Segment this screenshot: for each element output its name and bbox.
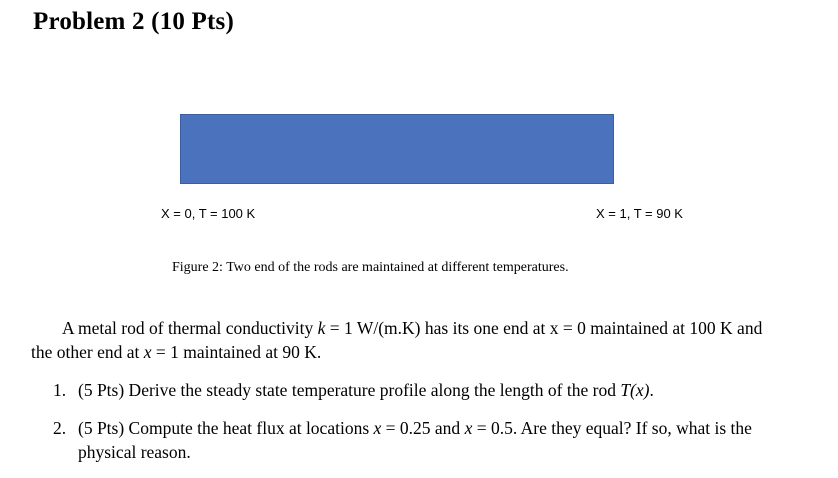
position-symbol: x xyxy=(373,418,382,438)
statement-text-2: = 1 W/(m.K) has its one end at x = 0 maintained at 100 K and the other end at xyxy=(31,318,763,362)
question-number: 2. xyxy=(53,418,67,438)
statement-text-1: A metal rod of thermal conductivity xyxy=(62,318,318,338)
question-item-1 xyxy=(53,378,781,402)
question-text-middle: = 0.25 and xyxy=(381,418,465,438)
statement-text-3: = 1 maintained at 90 K. xyxy=(151,342,322,362)
problem-heading: Problem 2 (10 Pts) xyxy=(33,8,235,35)
figure-caption: Figure 2: Two end of the rods are maintained at different temperatures. xyxy=(172,260,569,275)
position-symbol: x xyxy=(464,418,473,438)
metal-rod xyxy=(180,114,614,184)
rod-left-end-label: X = 0, T = 100 K xyxy=(161,206,256,221)
question-text-end: = 0.5. Are they equal? If so, what is the physical reason. xyxy=(78,418,752,462)
question-number: 1. xyxy=(53,380,67,400)
problem-statement xyxy=(31,316,776,364)
question-list xyxy=(53,378,781,478)
question-text-end: . xyxy=(649,380,654,400)
rod-right-end-label: X = 1, T = 90 K xyxy=(596,206,683,221)
position-symbol: x xyxy=(143,342,152,362)
question-item-2 xyxy=(53,416,781,464)
temperature-profile-symbol: T(x) xyxy=(620,380,650,400)
conductivity-symbol: k xyxy=(317,318,326,338)
question-text: (5 Pts) Compute the heat flux at locations xyxy=(78,418,374,438)
question-text: (5 Pts) Derive the steady state temperature profile along the length of the rod xyxy=(78,380,621,400)
